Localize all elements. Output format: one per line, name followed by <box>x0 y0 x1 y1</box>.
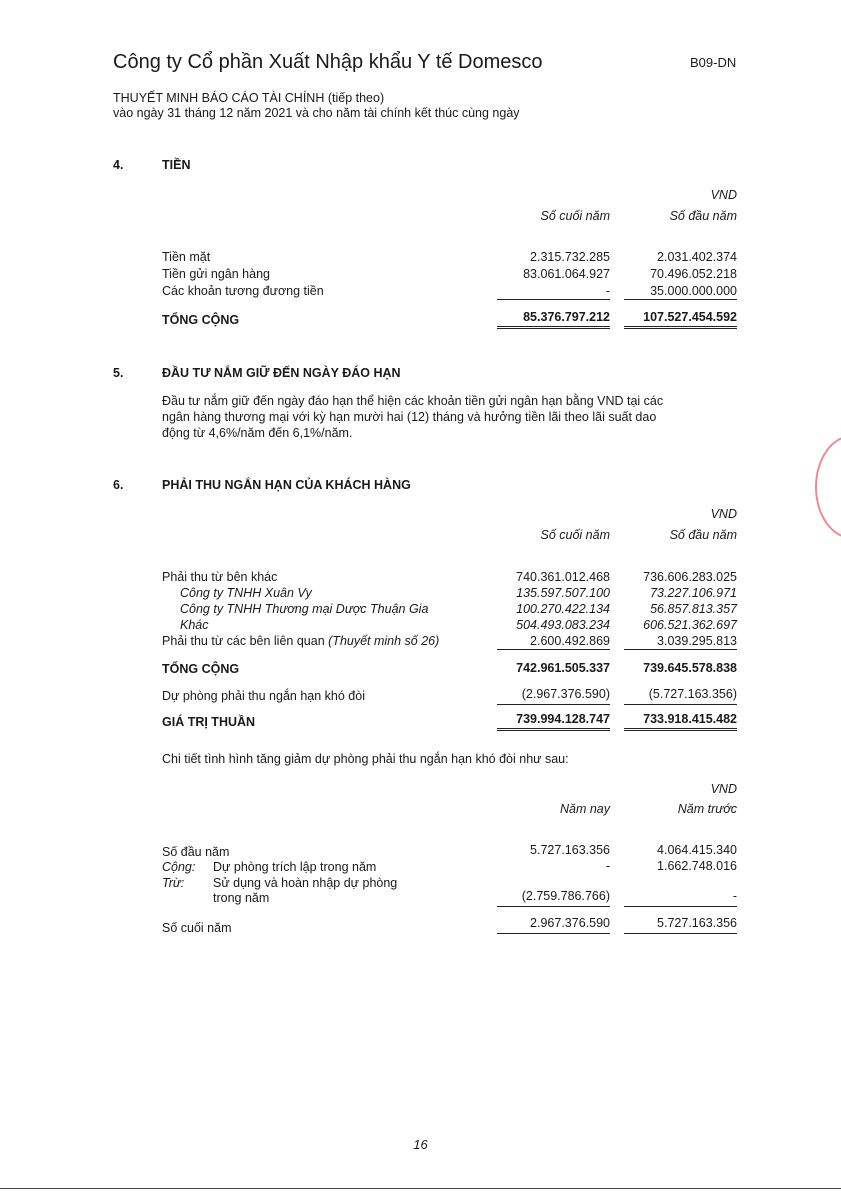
detail-less-label-cont: trong năm <box>213 891 270 905</box>
company-name: Công ty Cổ phần Xuất Nhập khẩu Y tế Domesco <box>113 51 543 73</box>
detail-add-prefix: Cộng: <box>162 860 196 874</box>
subtotal-rule <box>497 704 610 705</box>
net-label: GIÁ TRỊ THUẦN <box>162 715 256 729</box>
total-value: 85.376.797.212 <box>523 310 610 324</box>
total-double-rule <box>624 328 737 329</box>
section-5-text-line: động từ 4,6%/năm đến 6,1%/năm. <box>162 426 353 440</box>
table-cell: - <box>732 889 737 903</box>
total-double-rule <box>624 326 737 327</box>
section-4-currency: VND <box>710 188 737 202</box>
page-bottom-rule <box>0 1188 841 1189</box>
subtotal-rule <box>624 299 737 300</box>
report-date-line: vào ngày 31 tháng 12 năm 2021 và cho năm tài chính kết thúc cùng ngày <box>113 106 520 120</box>
subtotal-rule <box>624 704 737 705</box>
table-cell: (2.759.786.766) <box>521 889 610 903</box>
table-cell: 3.039.295.813 <box>657 634 737 648</box>
table-row-label <box>162 634 439 648</box>
table-row-label: Công ty TNHH Xuân Vy <box>180 586 312 600</box>
detail-col1-header: Năm nay <box>559 802 610 816</box>
section-6-currency: VND <box>710 507 737 521</box>
total-rule <box>497 933 610 934</box>
total-double-rule <box>497 328 610 329</box>
table-row-label: Tiền mặt <box>162 250 211 264</box>
section-5-number: 5. <box>113 366 124 380</box>
total-double-rule <box>497 326 610 327</box>
table-row-label: Phải thu từ bên khác <box>162 570 278 584</box>
subtotal-rule <box>497 649 610 650</box>
form-code: B09-DN <box>690 55 737 70</box>
table-row-label: Công ty TNHH Thương mại Dược Thuận Gia <box>180 602 429 616</box>
total-value: 742.961.505.337 <box>516 661 610 675</box>
table-cell: - <box>605 859 610 873</box>
table-cell: 56.857.813.357 <box>650 602 737 616</box>
table-cell: 100.270.422.134 <box>516 602 610 616</box>
section-6-col1-header: Số cuối năm <box>540 528 610 542</box>
provision-value: (2.967.376.590) <box>521 687 610 701</box>
total-double-rule <box>624 728 737 729</box>
detail-closing-label: Số cuối năm <box>162 921 232 935</box>
section-6-number: 6. <box>113 478 124 492</box>
subtotal-rule <box>624 649 737 650</box>
table-cell: 2.600.492.869 <box>530 634 610 648</box>
total-label: TỔNG CỘNG <box>162 313 240 327</box>
total-value: 107.527.454.592 <box>643 310 737 324</box>
table-cell: 1.662.748.016 <box>657 859 737 873</box>
detail-add-label: Dự phòng trích lập trong năm <box>213 860 377 874</box>
total-value: 739.645.578.838 <box>643 661 737 675</box>
provision-label: Dự phòng phải thu ngắn hạn khó đòi <box>162 689 365 703</box>
table-cell: 70.496.052.218 <box>650 267 737 281</box>
section-6-col2-header: Số đầu năm <box>669 528 737 542</box>
section-6-title: PHẢI THU NGẮN HẠN CỦA KHÁCH HÀNG <box>162 478 411 492</box>
detail-less-prefix: Trừ: <box>162 876 185 890</box>
report-subtitle: THUYẾT MINH BÁO CÁO TÀI CHÍNH (tiếp theo) <box>113 91 385 105</box>
table-cell: 736.606.283.025 <box>643 570 737 584</box>
table-cell: 83.061.064.927 <box>523 267 610 281</box>
table-cell: 740.361.012.468 <box>516 570 610 584</box>
section-5-text-line: ngân hàng thương mại với kỳ hạn mười hai (12) tháng và hưởng tiền lãi theo lãi suất dao <box>162 410 657 424</box>
subtotal-rule <box>624 906 737 907</box>
section-5-text-line: Đầu tư nắm giữ đến ngày đáo hạn thể hiện các khoản tiền gửi ngân hạn bằng VND tại các <box>162 394 664 408</box>
section-5-title: ĐẦU TƯ NẮM GIỮ ĐẾN NGÀY ĐÁO HẠN <box>162 366 401 380</box>
subtotal-rule <box>497 906 610 907</box>
section-4-col2-header: Số đầu năm <box>669 209 737 223</box>
table-row-label: Các khoản tương đương tiền <box>162 284 324 298</box>
table-row-label: Tiền gửi ngân hàng <box>162 267 270 281</box>
table-cell: 2.315.732.285 <box>530 250 610 264</box>
detail-intro: Chi tiết tình hình tăng giảm dự phòng phải thu ngắn hạn khó đòi như sau: <box>162 752 569 766</box>
section-4-title: TIỀN <box>162 158 191 172</box>
table-cell: 73.227.106.971 <box>650 586 737 600</box>
table-cell: 5.727.163.356 <box>530 843 610 857</box>
net-value: 739.994.128.747 <box>516 712 610 726</box>
net-value: 733.918.415.482 <box>643 712 737 726</box>
detail-opening-label: Số đầu năm <box>162 845 230 859</box>
total-double-rule <box>624 730 737 731</box>
company-stamp <box>815 435 841 539</box>
table-cell: - <box>605 284 610 298</box>
subtotal-rule <box>497 299 610 300</box>
table-cell: 5.727.163.356 <box>657 916 737 930</box>
table-cell: 606.521.362.697 <box>643 618 737 632</box>
detail-currency: VND <box>710 782 737 796</box>
total-double-rule <box>497 728 610 729</box>
page-number: 16 <box>413 1137 428 1152</box>
table-cell: 4.064.415.340 <box>657 843 737 857</box>
section-4-number: 4. <box>113 158 124 172</box>
table-cell: 2.031.402.374 <box>657 250 737 264</box>
table-row-label: Khác <box>180 618 209 632</box>
table-cell: 135.597.507.100 <box>516 586 610 600</box>
provision-value: (5.727.163.356) <box>648 687 737 701</box>
total-label: TỔNG CỘNG <box>162 662 240 676</box>
total-rule <box>624 933 737 934</box>
total-double-rule <box>497 730 610 731</box>
table-cell: 35.000.000.000 <box>650 284 737 298</box>
section-4-col1-header: Số cuối năm <box>540 209 610 223</box>
detail-col2-header: Năm trước <box>677 802 737 816</box>
related-party-label: Phải thu từ các bên liên quan <box>162 634 325 648</box>
table-cell: 504.493.083.234 <box>516 618 610 632</box>
detail-less-label: Sử dụng và hoàn nhập dự phòng <box>213 876 398 890</box>
table-cell: 2.967.376.590 <box>530 916 610 930</box>
note-reference: (Thuyết minh số 26) <box>328 634 440 648</box>
